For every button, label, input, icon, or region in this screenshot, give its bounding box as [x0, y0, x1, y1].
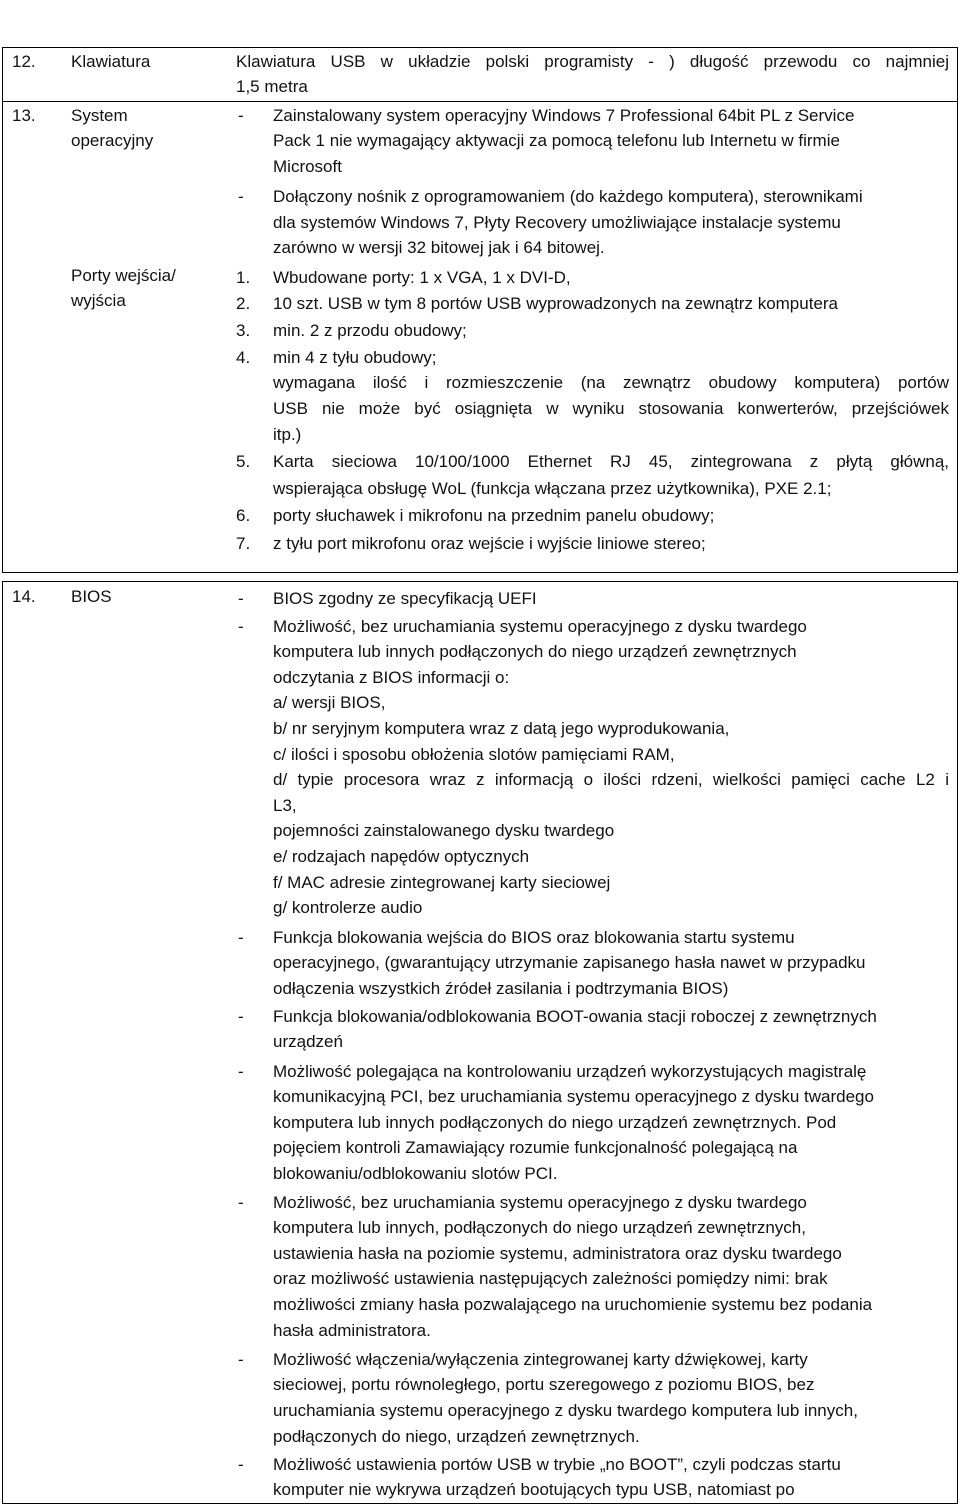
row14-b7-line4: podłączonych do niego, urządzeń zewnętrznych.	[273, 1427, 640, 1446]
row14-bullet-5: -	[238, 1062, 244, 1081]
row14-b6-line5: możliwości zmiany hasła pozwalającego na uruchomienie systemu bez podania	[273, 1295, 873, 1314]
row14-b2-line10: e/ rodzajach napędów optycznych	[273, 847, 530, 866]
row13-b2-line2: dla systemów Windows 7, Płyty Recovery umożliwiające instalacje systemu	[273, 213, 841, 232]
row14-b2-line8: L3,	[273, 796, 297, 815]
row14-b3-line3: odłączenia wszystkich źródeł zasilania i podtrzymania BIOS)	[273, 979, 729, 998]
row14-b6-line2: komputera lub innych, podłączonych do niego urządzeń zewnętrznych,	[273, 1218, 806, 1237]
row14-bullet-2: -	[238, 617, 244, 636]
row14-b5-line3: komputera lub innych podłączonych do niego urządzeń zewnętrznych. Pod	[273, 1113, 837, 1132]
row14-b4-line1: Funkcja blokowania/odblokowania BOOT-owania stacji roboczej z zewnętrznych	[273, 1007, 877, 1026]
row14-b5-line1: Możliwość polegająca na kontrolowaniu urządzeń wykorzystujących magistralę	[273, 1062, 867, 1081]
row13-b2-line3: zarówno w wersji 32 bitowej jak i 64 bitowej.	[273, 238, 605, 257]
row14-b7-line3: uruchamiania systemu operacyjnego z dysku twardego komputera lub innych,	[273, 1401, 858, 1420]
ports-item-5-number: 5.	[236, 452, 251, 471]
row14-bullet-6: -	[238, 1193, 244, 1212]
ports-name-line2: wyjścia	[71, 291, 126, 310]
row14-b7-line1: Możliwość włączenia/wyłączenia zintegrowanej karty dźwiękowej, karty	[273, 1350, 808, 1369]
row14-b3-line1: Funkcja blokowania wejścia do BIOS oraz blokowania startu systemu	[273, 928, 795, 947]
row14-b8-line2: komputer nie wykrywa urządzeń bootujących typu USB, natomiast po	[273, 1480, 795, 1499]
row14-b3-line2: operacyjnego, (gwarantujący utrzymanie zapisanego hasła nawet w przypadku	[273, 953, 866, 972]
row13-b2-line1: Dołączony nośnik z oprogramowaniem (do każdego komputera), sterownikami	[273, 187, 863, 206]
table-border-top	[2, 47, 958, 48]
ports-item-3-number: 3.	[236, 321, 251, 340]
ports-item-7-number: 7.	[236, 534, 251, 553]
col-right-border-2	[957, 581, 958, 1504]
ports-item-5-line2: wspierająca obsługę WoL (funkcja włączana przez użytkownika), PXE 2.1;	[273, 479, 832, 498]
row14-b2-line11: f/ MAC adresie zintegrowanej karty sieciowej	[273, 873, 611, 892]
row14-number: 14.	[12, 587, 36, 606]
row14-bullet-7: -	[238, 1350, 244, 1369]
row14-b2-line4: a/ wersji BIOS,	[273, 693, 386, 712]
ports-item-7-text: z tyłu port mikrofonu oraz wejście i wyjście liniowe stereo;	[273, 534, 706, 553]
row14-b2-line6: c/ ilości i sposobu obłożenia slotów pamięciami RAM,	[273, 745, 675, 764]
ports-item-1-number: 1.	[236, 268, 251, 287]
row13-name-line2: operacyjny	[71, 131, 154, 150]
row12-name: Klawiatura	[71, 52, 151, 71]
col-left-border-2	[2, 581, 3, 1504]
row14-b7-line2: sieciowej, portu równoległego, portu szeregowego z poziomu BIOS, bez	[273, 1375, 815, 1394]
ports-item-4-number: 4.	[236, 348, 251, 367]
ports-item-4-line3: USB nie może być osiągnięta w wyniku stosowania konwerterów, przejściówek	[273, 399, 949, 418]
row14-name: BIOS	[71, 587, 112, 606]
row14-b2-line12: g/ kontrolerze audio	[273, 898, 423, 917]
row14-b2-line3: odczytania z BIOS informacji o:	[273, 668, 510, 687]
row12-number: 12.	[12, 52, 36, 71]
ports-item-2-number: 2.	[236, 294, 251, 313]
row14-b8-line1: Możliwość ustawienia portów USB w trybie „no BOOT”, czyli podczas startu	[273, 1455, 841, 1474]
row13-name-line1: System	[71, 106, 128, 125]
row-divider-12-13	[2, 101, 958, 102]
row14-b6-line3: ustawienia hasła na poziomie systemu, administratora oraz dysku twardego	[273, 1244, 842, 1263]
ports-name-line1: Porty wejścia/	[71, 266, 176, 285]
ports-item-3-text: min. 2 z przodu obudowy;	[273, 321, 467, 340]
ports-item-4-line2: wymagana ilość i rozmieszczenie (na zewnątrz obudowy komputera) portów	[273, 373, 949, 392]
table-border-bottom-2	[2, 1503, 958, 1504]
row14-b5-line2: komunikacyjną PCI, bez uruchamiania systemu operacyjnego z dysku twardego	[273, 1087, 874, 1106]
row14-b5-line5: blokowaniu/odblokowaniu slotów PCI.	[273, 1164, 558, 1183]
ports-item-5-line1: Karta sieciowa 10/100/1000 Ethernet RJ 45, zintegrowana z płytą główną,	[273, 452, 949, 471]
row13-bullet-1: -	[238, 106, 244, 125]
row14-b2-line7: d/ typie procesora wraz z informacją o ilości rdzeni, wielkości pamięci cache L2 i	[273, 770, 949, 789]
row14-bullet-4: -	[238, 1007, 244, 1026]
row12-desc-line2: 1,5 metra	[236, 77, 308, 96]
col-left-border-1	[2, 47, 3, 573]
row14-b4-line2: urządzeń	[273, 1032, 343, 1051]
table-border-bottom-1	[2, 572, 958, 573]
row13-bullet-2: -	[238, 187, 244, 206]
ports-item-6-text: porty słuchawek i mikrofonu na przednim panelu obudowy;	[273, 506, 715, 525]
row14-b2-line1: Możliwość, bez uruchamiania systemu operacyjnego z dysku twardego	[273, 617, 807, 636]
row14-b6-line6: hasła administratora.	[273, 1321, 431, 1340]
ports-item-4-line4: itp.)	[273, 425, 302, 444]
row14-bullet-3: -	[238, 928, 244, 947]
ports-item-6-number: 6.	[236, 506, 251, 525]
row13-b1-line1: Zainstalowany system operacyjny Windows 7 Professional 64bit PL z Service	[273, 106, 855, 125]
row12-desc-line1: Klawiatura USB w układzie polski programisty - ) długość przewodu co najmniej	[236, 52, 949, 71]
ports-item-1-text: Wbudowane porty: 1 x VGA, 1 x DVI-D,	[273, 268, 571, 287]
row14-b2-line2: komputera lub innych podłączonych do niego urządzeń zewnętrznych	[273, 642, 797, 661]
row14-bullet-1: -	[238, 589, 244, 608]
row14-bullet-8: -	[238, 1455, 244, 1474]
row14-b5-line4: pojęciem kontroli Zamawiający rozumie funkcjonalność polegającą na	[273, 1138, 798, 1157]
ports-item-2-text: 10 szt. USB w tym 8 portów USB wyprowadzonych na zewnątrz komputera	[273, 294, 839, 313]
row13-number: 13.	[12, 106, 36, 125]
row14-b2-line5: b/ nr seryjnym komputera wraz z datą jego wyprodukowania,	[273, 719, 730, 738]
row14-b6-line1: Możliwość, bez uruchamiania systemu operacyjnego z dysku twardego	[273, 1193, 807, 1212]
col-right-border-1	[957, 47, 958, 573]
ports-item-4-line1: min 4 z tyłu obudowy;	[273, 348, 437, 367]
row14-b2-line9: pojemności zainstalowanego dysku twardego	[273, 821, 615, 840]
row13-b1-line2: Pack 1 nie wymagający aktywacji za pomocą telefonu lub Internetu w firmie	[273, 131, 840, 150]
row14-b1-text: BIOS zgodny ze specyfikacją UEFI	[273, 589, 537, 608]
table-border-top-2	[2, 581, 958, 582]
row14-b6-line4: oraz możliwość ustawienia następujących zależności pomiędzy nimi: brak	[273, 1269, 828, 1288]
row13-b1-line3: Microsoft	[273, 157, 342, 176]
